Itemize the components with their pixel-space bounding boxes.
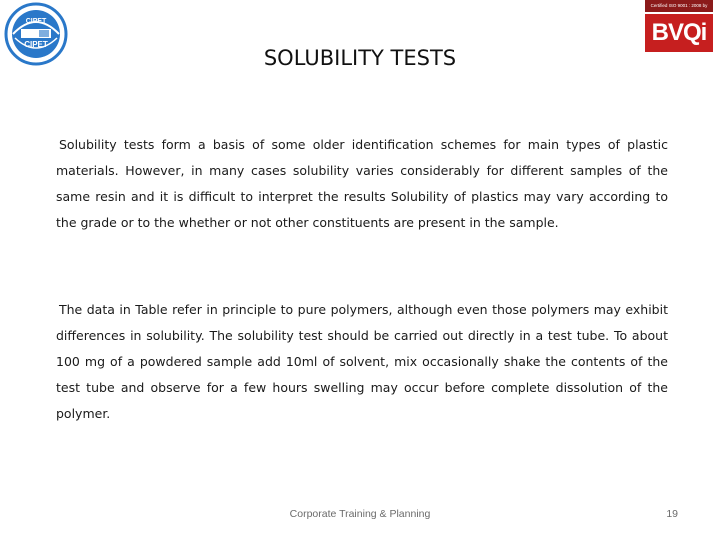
cipet-logo-bottom-text: CIPET	[24, 40, 48, 49]
cipet-logo-top-text: CIPET	[25, 18, 47, 25]
paragraph-procedure: The data in Table refer in principle to pure polymers, although even those polymers may exhibit differences in solubility. The solubility test should be carried out directly in a test tube. To about 100 mg of a powdered sample add 10ml of solvent, mix occasionally shake the contents of the test tube and observe for a few hours swelling may occur before complete dissolution of the polymer.	[56, 302, 668, 421]
footer-text: Corporate Training & Planning	[289, 508, 431, 520]
page-number: 19	[666, 508, 678, 520]
paragraph-intro: Solubility tests form a basis of some older identification schemes for main types of plastic materials. However, in many cases solubility varies considerably for different samples of the same resin and it is difficult to interpret the results Solubility of plastics may vary according to the grade or to the whether or not other constituents are present in the sample.	[56, 137, 668, 230]
slide-title: SOLUBILITY TESTS	[263, 46, 457, 70]
bvqi-logo-icon: BVQi	[645, 14, 713, 52]
bvqi-certification-text: Certified ISO 9001 : 2008 by	[645, 0, 713, 12]
